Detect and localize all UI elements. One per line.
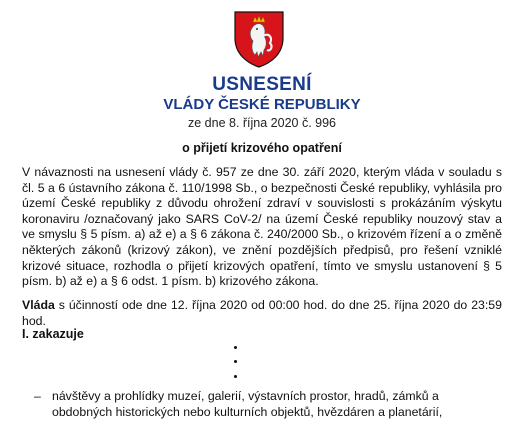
validity-paragraph — [22, 298, 502, 329]
document-subtitle: VLÁDY ČESKÉ REPUBLIKY — [163, 96, 361, 113]
validity-text: s účinností ode dne 12. října 2020 od 00:00 hod. do dne 25. října 2020 do 23:59 hod. — [22, 298, 502, 328]
document-topic: o přijetí krizového opatření — [182, 141, 342, 155]
document-title: USNESENÍ — [212, 74, 312, 95]
list-item-text: návštěvy a prohlídky muzeí, galerií, výstavních prostor, hradů, zámků a obdobných historických nebo kulturních objektů, hvězdáren a planetárií, — [52, 389, 443, 419]
list-dash: – — [34, 389, 41, 403]
section-heading: I. zakazuje — [22, 327, 84, 341]
bullet-dot — [234, 346, 237, 349]
bullet-dot — [234, 375, 237, 378]
list-item — [22, 389, 502, 420]
coat-of-arms-icon — [233, 8, 285, 68]
bullet-dot — [234, 360, 237, 363]
validity-label: Vláda — [22, 298, 55, 312]
document-date-line: ze dne 8. října 2020 č. 996 — [187, 116, 337, 130]
intro-paragraph: V návaznosti na usnesení vlády č. 957 ze dne 30. září 2020, kterým vláda v souladu s čl. 5 a 6 ústavního zákona č. 110/1998 Sb., o bezpečnosti České republiky, vyhlásila pro území České republiky z důvodu ohrožení zdraví v souvislosti s prokázáním výskytu koronaviru /označovaný jako SARS CoV-2/ na území České republiky nouzový stav a ve smyslu § 5 písm. a) až e) a § 6 zákona č. 240/2000 Sb., o krizovém řízení a o změně některých zákonů (krizový zákon), ve znění pozdějších předpisů, pro řešení vzniklé krizové situace, rozhodla o přijetí krizových opatření, tímto ve smyslu ustanovení § 5 písm. b) až e) a § 6 odst. 1 písm. b) krizového zákona. — [22, 165, 502, 289]
